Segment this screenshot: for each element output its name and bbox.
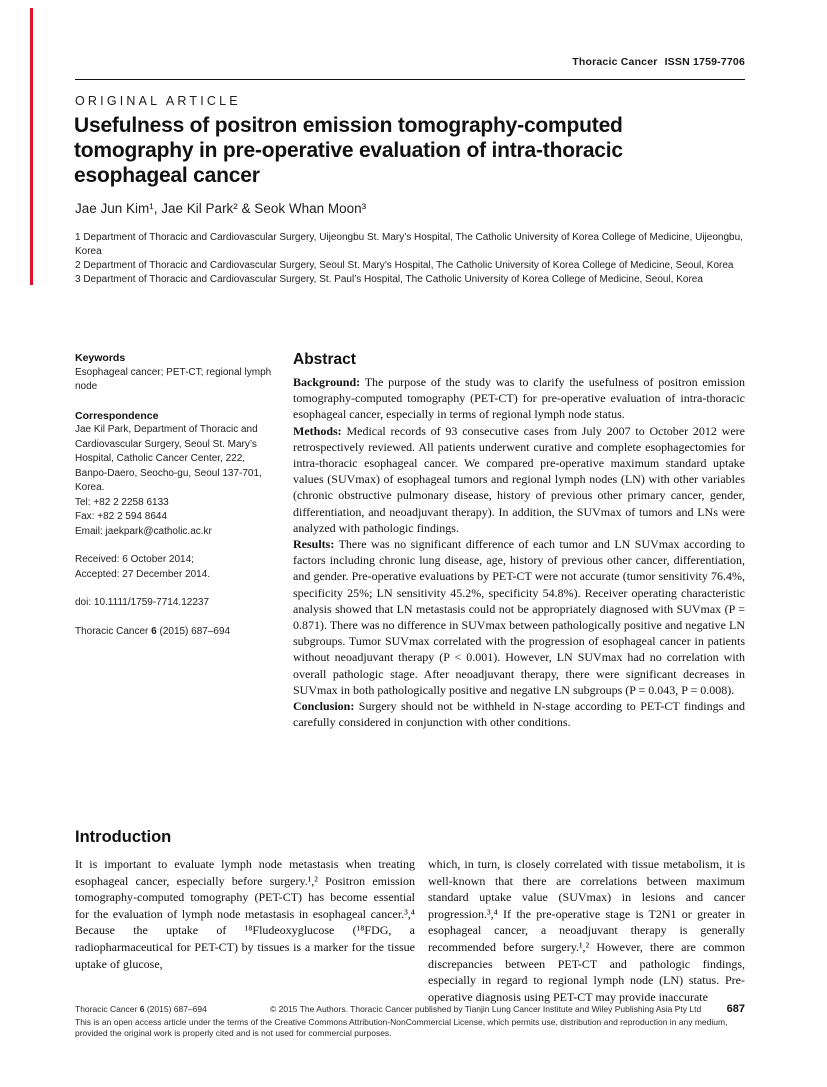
accepted-text: Accepted: 27 December 2014. — [75, 568, 211, 580]
section-label: Methods: — [293, 423, 342, 438]
footer-citation — [75, 1004, 270, 1016]
header-rule — [75, 79, 745, 80]
abstract-section — [293, 351, 745, 730]
article-type-label: ORIGINAL ARTICLE — [75, 94, 241, 108]
journal-name: Thoracic Cancer — [572, 56, 658, 68]
footer-citation-journal: Thoracic Cancer — [75, 1004, 138, 1014]
accent-bar — [30, 8, 33, 285]
correspondence-text: Jae Kil Park, Department of Thoracic and Cardiovascular Surgery, Seoul St. Mary’s Hospital, Catholic Cancer Center, 222, Banpo-Daero, Seocho-gu, Seoul 137-701, Korea. — [75, 424, 262, 493]
main-content — [75, 351, 745, 730]
keywords-heading: Keywords — [75, 352, 126, 364]
journal-issn: ISSN 1759-7706 — [664, 56, 745, 68]
footer-page-number: 687 — [726, 1003, 745, 1015]
citation-pages: (2015) 687–694 — [159, 625, 231, 637]
abstract-conclusion — [293, 698, 745, 730]
section-label: Background: — [293, 375, 361, 389]
citation-volume: 6 — [151, 625, 157, 637]
affiliation-item: 3 Department of Thoracic and Cardiovascular Surgery, St. Paul’s Hospital, The Catholic University of Korea College of Medicine, Seoul, Korea — [75, 274, 703, 285]
section-label: Conclusion: — [293, 699, 355, 714]
correspondence-heading: Correspondence — [75, 409, 159, 422]
keywords-text: Esophageal cancer; PET-CT; regional lymph node — [75, 366, 272, 392]
abstract-methods — [293, 423, 745, 536]
intro-column-left: It is important to evaluate lymph node metastasis when treating esophageal cancer, especially before surgery.¹,² Positron emission tomography-computed tomography (PET-CT) has become essential for the evaluation of lymph node metastasis in esophageal cancer.³,⁴ Because the uptake of ¹⁸Fludeoxyglucose (¹⁸FDG, a radiopharmaceutical for PET-CT) by tissues is a marker for the tissue uptake of glucose, — [75, 857, 415, 971]
fax-text: Fax: +82 2 594 8644 — [75, 511, 168, 522]
tel-text: Tel: +82 2 2258 6133 — [75, 496, 169, 508]
section-text: Medical records of 93 consecutive cases from July 2007 to October 2012 were retrospectively reviewed. All patients underwent curative and complete esophagectomies for intra-thoracic esophageal cancer. We compared pre-operative maximum standard uptake values (SUVmax) of esophageal tumors and regional lymph nodes (LN) with other variables (chronic obstructive pulmonary disease, history of previous other primary cancer, gender, differentiation, and neoadjuvant therapy). In addition, the SUVmax of tumors and LNs were analyzed with pathologic findings. — [293, 423, 745, 535]
section-text: Surgery should not be withheld in N-stage according to PET-CT findings and carefully considered in conjunction with other conditions. — [293, 699, 746, 730]
received-text: Received: 6 October 2014; — [75, 554, 194, 565]
keywords-group — [75, 351, 280, 395]
affiliation-item: 1 Department of Thoracic and Cardiovascular Surgery, Uijeongbu St. Mary’s Hospital, The Catholic University of Korea College of Medicine, Uijeongbu, Korea — [75, 232, 743, 257]
footer-citation-volume: 6 — [139, 1004, 145, 1014]
abstract-results — [293, 536, 745, 698]
citation-journal: Thoracic Cancer — [75, 625, 149, 637]
journal-header — [75, 56, 745, 68]
section-text: There was no significant difference of each tumor and LN SUVmax according to factors including chronic lung disease, age, history of previous other cancer, differentiation, and gender. Pre-operative evaluations by PET-CT were not accurate (tumor sensitivity 76.4%, specificity 25%; LN sensitivity 45.2%, specificity 54.8%). Receiver operating characteristic analysis showed that LN metastasis could not be appropriately diagnosed with SUVmax (P = 0.871). There was no difference in SUVmax between pathologically positive and negative LN subgroups. Tumor SUVmax correlated with the progression of esophageal cancer in patients without neoadjuvant therapy (P < 0.001). However, LN SUVmax had no correlation with overall pathologic stage. After neoadjuvant therapy, there were significant decreases in SUVmax in both pathologically positive and negative LN subgroups (P = 0.043, P = 0.008). — [293, 537, 745, 697]
page-footer — [75, 1004, 745, 1040]
citation-group — [75, 625, 280, 640]
footer-row — [75, 1004, 745, 1016]
doi-group — [75, 596, 280, 611]
article-info-sidebar — [75, 351, 280, 730]
article-authors: Jae Jun Kim¹, Jae Kil Park² & Seok Whan Moon³ — [75, 201, 367, 216]
section-text: The purpose of the study was to clarify the usefulness of positron emission tomography-computed tomography (PET-CT) for pre-operative evaluation of intra-thoracic esophageal cancer, especially in terms of regional lymph node status. — [293, 375, 745, 422]
abstract-heading: Abstract — [293, 351, 356, 368]
footer-license: This is an open access article under the terms of the Creative Commons Attribution-NonCommercial License, which permits use, distribution and reproduction in any medium, provided the original work is properly cited and is not used for commercial purposes. — [75, 1016, 728, 1038]
section-label: Results: — [293, 537, 335, 552]
abstract-background — [293, 374, 745, 423]
introduction-columns — [75, 856, 745, 1005]
email-text: Email: jaekpark@catholic.ac.kr — [75, 525, 212, 537]
dates-group — [75, 553, 280, 582]
introduction-heading: Introduction — [75, 828, 172, 846]
affiliation-item: 2 Department of Thoracic and Cardiovascular Surgery, Seoul St. Mary’s Hospital, The Catholic University of Korea College of Medicine, Seoul, Korea — [75, 260, 734, 271]
doi-text: doi: 10.1111/1759-7714.12237 — [75, 597, 210, 608]
article-title: Usefulness of positron emission tomography-computed tomography in pre-operative evaluation of intra-thoracic esophageal cancer — [74, 114, 623, 187]
intro-column-right: which, in turn, is closely correlated with tissue metabolism, it is well-known that there are correlations between maximum standard uptake value (SUVmax) in lesions and cancer progression.³,⁴ If the pre-operative stage is T2N1 or greater in esophageal cancer, a neoadjuvant therapy is generally recommended before surgery.¹,² However, there are common discrepancies between PET-CT and pathologic findings, especially in regard to regional lymph node (LN) status. Pre-operative diagnosis using PET-CT may provide inaccurate — [428, 857, 745, 1004]
correspondence-group — [75, 409, 280, 540]
affiliation-list — [75, 231, 747, 287]
footer-citation-pages: (2015) 687–694 — [146, 1004, 207, 1014]
footer-copyright: © 2015 The Authors. Thoracic Cancer published by Tianjin Lung Cancer Institute and Wiley Publishing Asia Pty Ltd — [270, 1004, 702, 1014]
introduction-section — [75, 828, 745, 1005]
